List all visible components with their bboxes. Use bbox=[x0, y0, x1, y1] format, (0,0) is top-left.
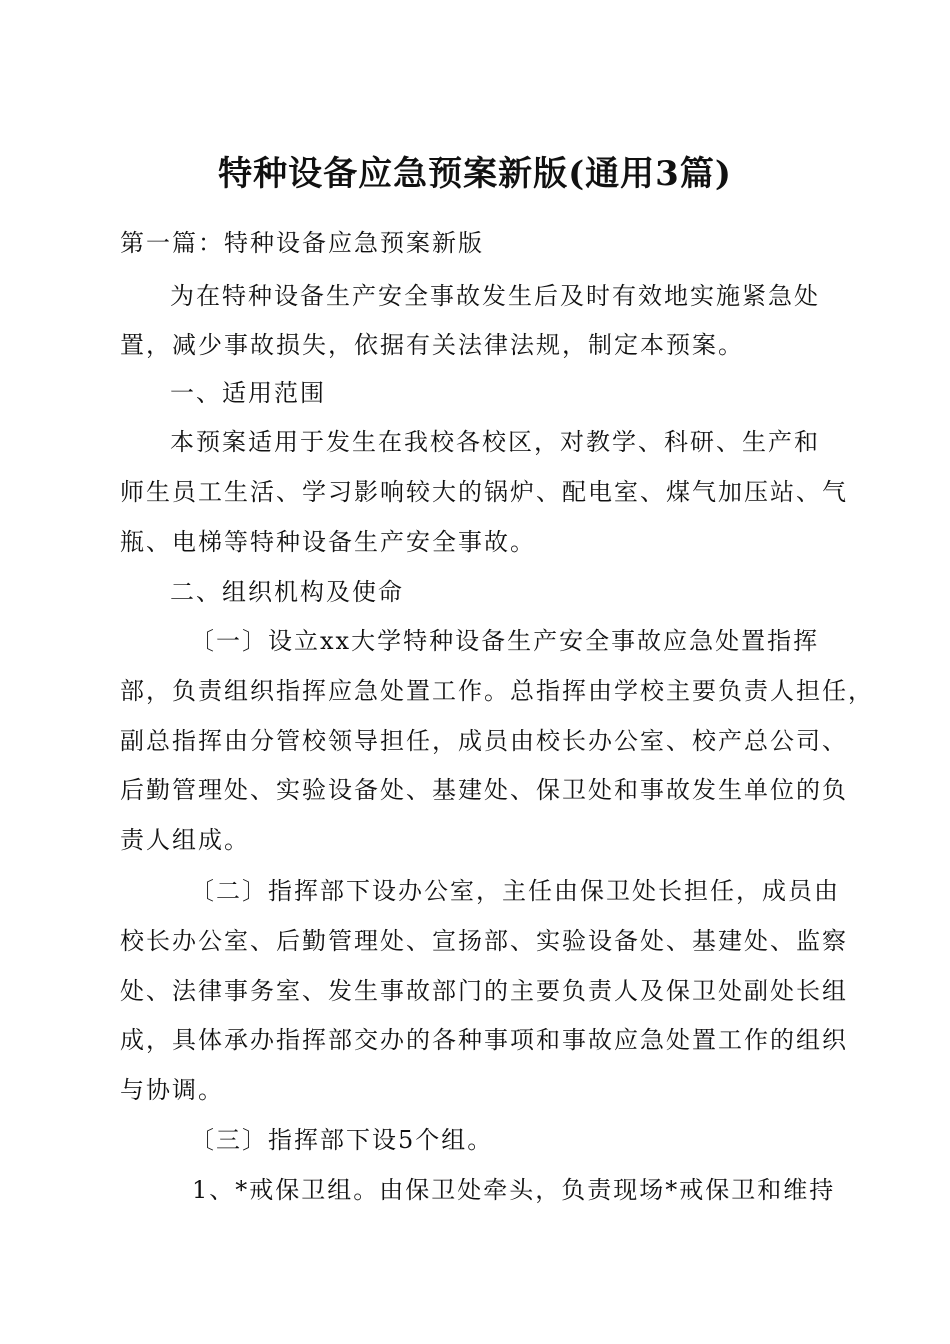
paragraph-line: 〔三〕指挥部下设5个组。 bbox=[190, 1126, 494, 1154]
paragraph-line: 为在特种设备生产安全事故发生后及时有效地实施紧急处 bbox=[170, 282, 820, 310]
paragraph-line: 本预案适用于发生在我校各校区，对教学、科研、生产和 bbox=[170, 428, 820, 456]
subheading-scope: 一、适用范围 bbox=[170, 379, 326, 407]
paragraph-line: 处、法律事务室、发生事故部门的主要负责人及保卫处副处长组 bbox=[120, 977, 848, 1005]
paragraph-line: 瓶、电梯等特种设备生产安全事故。 bbox=[120, 528, 536, 556]
paragraph-line: 与协调。 bbox=[120, 1076, 224, 1104]
paragraph-line: 后勤管理处、实验设备处、基建处、保卫处和事故发生单位的负 bbox=[120, 776, 848, 804]
paragraph-line: 成，具体承办指挥部交办的各种事项和事故应急处置工作的组织 bbox=[120, 1026, 848, 1054]
paragraph-line: 校长办公室、后勤管理处、宣扬部、实验设备处、基建处、监察 bbox=[120, 927, 848, 955]
paragraph-line: 责人组成。 bbox=[120, 826, 250, 854]
section-heading-first: 第一篇：特种设备应急预案新版 bbox=[120, 229, 484, 257]
paragraph-line: 〔一〕设立xx大学特种设备生产安全事故应急处置指挥 bbox=[190, 627, 820, 655]
document-title: 特种设备应急预案新版(通用3篇) bbox=[218, 154, 732, 194]
paragraph-line: 副总指挥由分管校领导担任，成员由校长办公室、校产总公司、 bbox=[120, 727, 848, 755]
paragraph-line: 部，负责组织指挥应急处置工作。总指挥由学校主要负责人担任， bbox=[120, 677, 874, 705]
list-item: 1、*戒保卫组。由保卫处牵头，负责现场*戒保卫和维持 bbox=[192, 1176, 836, 1204]
paragraph-line: 置，减少事故损失，依据有关法律法规，制定本预案。 bbox=[120, 331, 744, 359]
paragraph-line: 师生员工生活、学习影响较大的锅炉、配电室、煤气加压站、气 bbox=[120, 478, 848, 506]
paragraph-line: 〔二〕指挥部下设办公室，主任由保卫处长担任，成员由 bbox=[190, 877, 840, 905]
subheading-organization: 二、组织机构及使命 bbox=[170, 578, 404, 606]
